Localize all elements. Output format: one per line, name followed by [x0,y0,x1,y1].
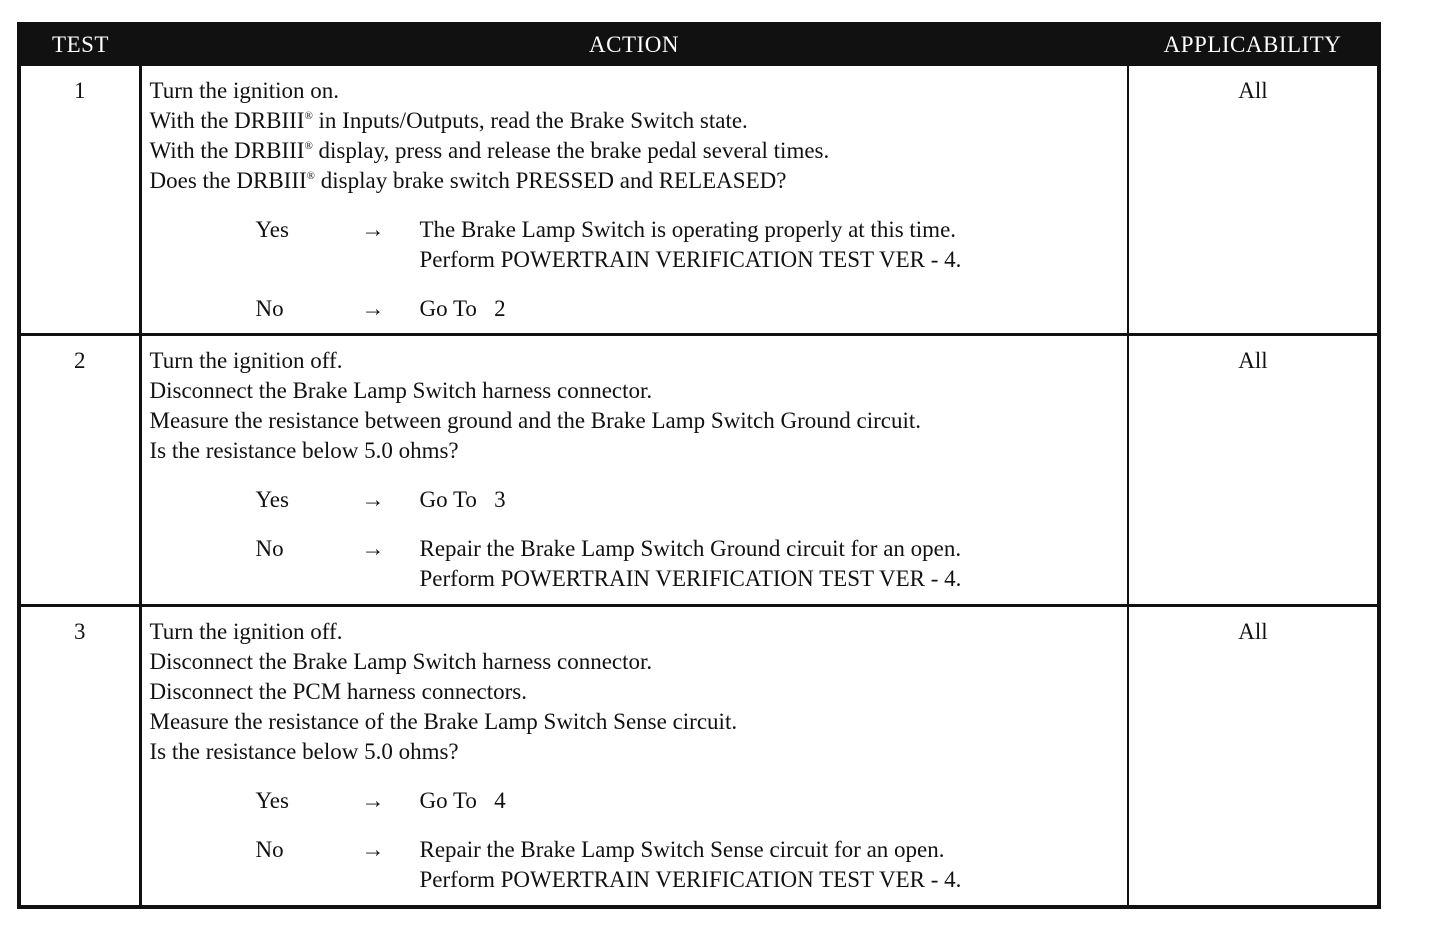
no-label: No [255,296,284,321]
action-step: With the DRBIII® display, press and release the brake pedal several times. [149,138,830,163]
yes-label: Yes [255,788,289,813]
action-step: Disconnect the Brake Lamp Switch harness connector. [149,378,653,403]
arrow-icon: → [361,536,385,561]
table-row [21,335,1377,606]
action-step: Is the resistance below 5.0 ohms? [149,438,459,463]
result-line: The Brake Lamp Switch is operating properly at this time. [419,217,957,242]
no-outcome [256,294,1128,324]
result-line: Perform POWERTRAIN VERIFICATION TEST VER - 4. [419,566,962,591]
yes-outcome [256,485,1128,515]
yes-label: Yes [255,217,289,242]
registered-mark: ® [304,140,313,152]
table-row [21,65,1377,335]
yes-label: Yes [255,487,289,512]
result-line: Repair the Brake Lamp Switch Sense circuit for an open. [419,837,945,862]
arrow-icon: → [361,217,385,242]
action-step: Does the DRBIII® display brake switch PRESSED and RELEASED? [149,168,787,193]
arrow-icon: → [361,788,385,813]
action-cell [140,335,1128,606]
table-header-row [21,26,1377,65]
action-step: Turn the ignition off. [149,619,343,644]
action-step: Disconnect the PCM harness connectors. [149,679,528,704]
no-result [420,835,1120,895]
no-outcome [256,534,1128,594]
applicability-cell: All [1238,619,1268,644]
no-result [420,294,1120,324]
yes-outcome [256,786,1128,816]
result-line: Go To 3 [419,487,506,512]
result-line: Perform POWERTRAIN VERIFICATION TEST VER - 4. [419,867,962,892]
registered-mark: ® [306,170,315,182]
test-number: 2 [21,335,140,606]
diagnostic-test-table [17,22,1381,909]
result-line: Repair the Brake Lamp Switch Ground circuit for an open. [419,536,962,561]
action-step: Disconnect the Brake Lamp Switch harness connector. [149,649,653,674]
action-step: Turn the ignition on. [149,78,340,103]
action-step: Measure the resistance of the Brake Lamp Switch Sense circuit. [149,709,738,734]
result-line: Perform POWERTRAIN VERIFICATION TEST VER - 4. [419,247,962,272]
yes-outcome [256,215,1128,275]
test-number: 3 [21,606,140,906]
yes-result [420,786,1120,816]
result-line: Go To 2 [419,296,506,321]
no-label: No [255,536,284,561]
no-outcome [256,835,1128,895]
column-header-action: ACTION [140,26,1128,65]
column-header-test: TEST [21,26,140,65]
result-line: Go To 4 [419,788,506,813]
applicability-cell: All [1128,65,1377,335]
yes-result [420,485,1120,515]
yes-result [420,215,1120,275]
column-header-applicability: APPLICABILITY [1128,26,1377,65]
no-result [420,534,1120,594]
arrow-icon: → [361,487,385,512]
action-cell [140,606,1128,906]
action-step: With the DRBIII® in Inputs/Outputs, read the Brake Switch state. [149,108,748,133]
action-cell [140,65,1128,335]
arrow-icon: → [361,837,385,862]
test-number: 1 [21,65,140,335]
applicability-cell: All [1128,335,1377,606]
no-label: No [255,837,284,862]
test-table [21,26,1377,905]
action-step: Is the resistance below 5.0 ohms? [149,739,459,764]
registered-mark: ® [304,110,313,122]
arrow-icon: → [361,296,385,321]
action-step: Measure the resistance between ground and the Brake Lamp Switch Ground circuit. [149,408,922,433]
table-row [21,606,1377,906]
action-step: Turn the ignition off. [149,348,343,373]
